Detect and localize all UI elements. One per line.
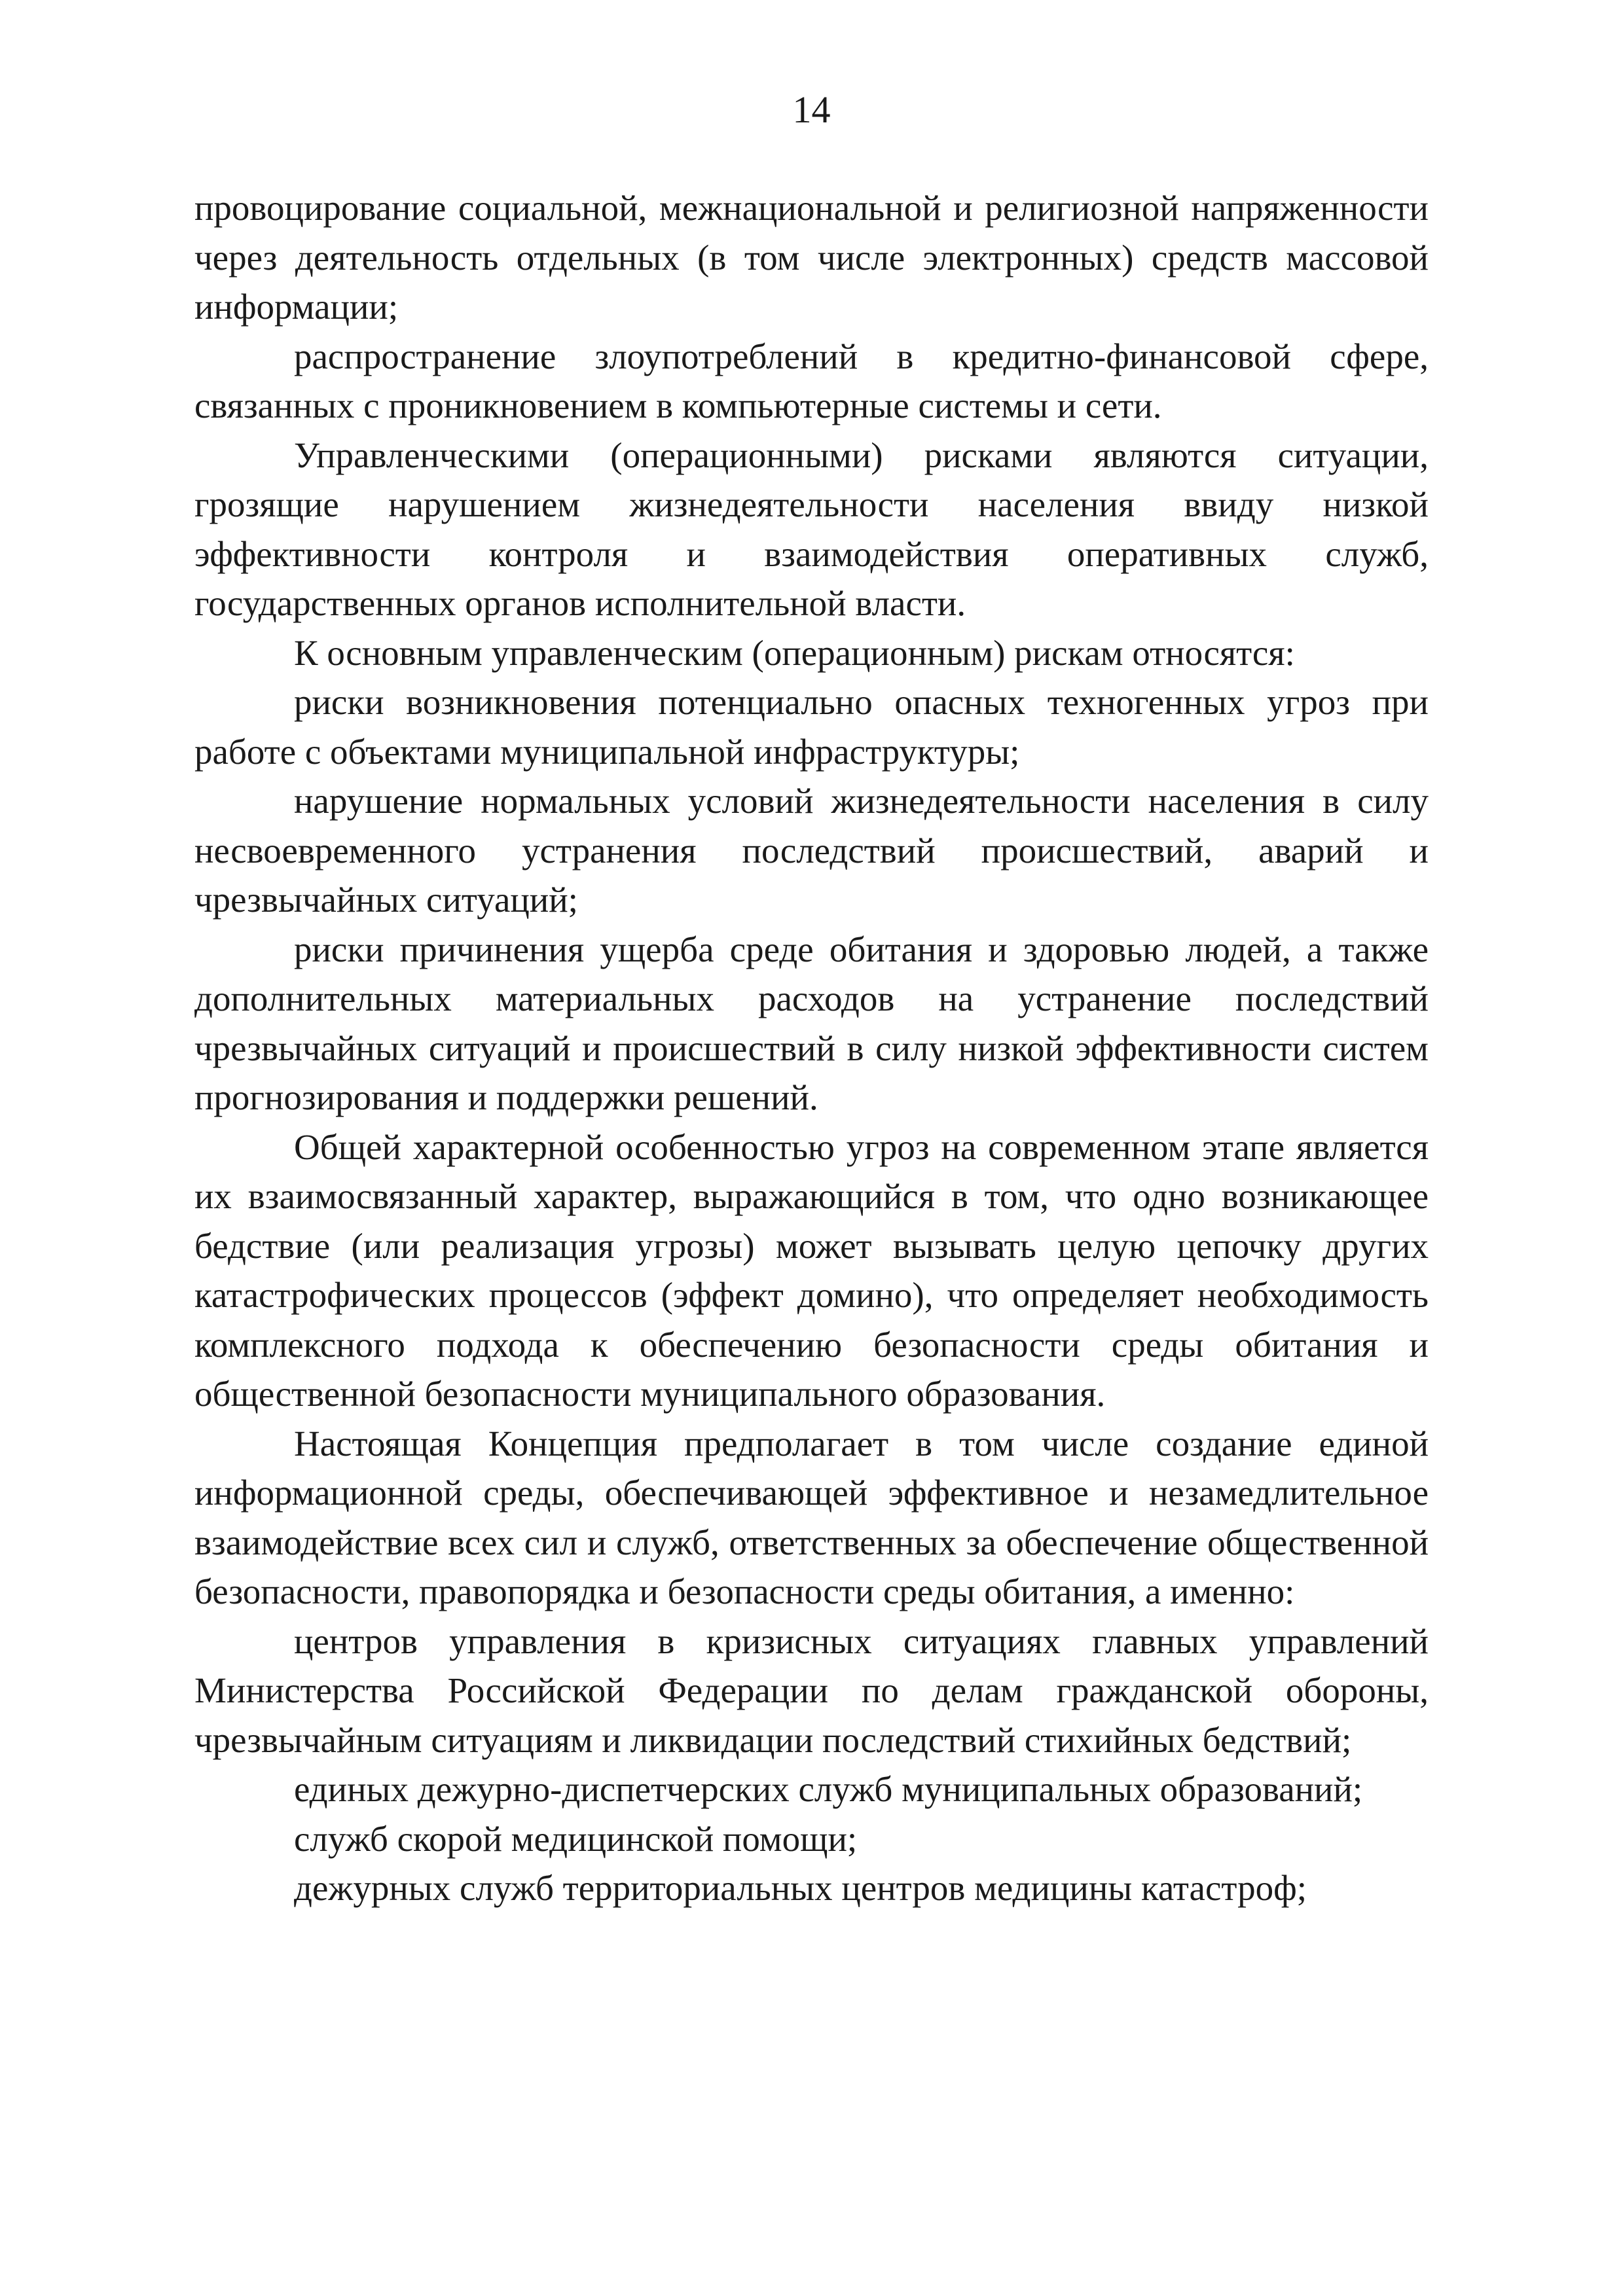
paragraph-12: служб скорой медицинской помощи; <box>294 1818 858 1859</box>
paragraph-10: центров управления в кризисных ситуациях главных управлений Министерства Российской Федерации по делам гражданской обороны, чрезвычайным ситуациям и ликвидации последствий стихийных бедствий; <box>194 1621 1429 1760</box>
paragraph-6: нарушение нормальных условий жизнедеятельности населения в силу несвоевременного устранения последствий происшествий, аварий и чрезвычайных ситуаций; <box>194 781 1429 920</box>
paragraph-7: риски причинения ущерба среде обитания и здоровью людей, а также дополнительных материальных расходов на устранение последствий чрезвычайных ситуаций и происшествий в силу низкой эффективности систем прогнозирования и поддержки решений. <box>194 929 1429 1117</box>
paragraph-2: распространение злоупотреблений в кредитно-финансовой сфере, связанных с проникновением в компьютерные системы и сети. <box>194 336 1429 425</box>
paragraph-9: Настоящая Концепция предполагает в том числе создание единой информационной среды, обеспечивающей эффективное и незамедлительное взаимодействие всех сил и служб, ответственных за обеспечение общественной безопасности, правопорядка и безопасности среды обитания, а именно: <box>194 1423 1429 1611</box>
paragraph-4: К основным управленческим (операционным) рискам относятся: <box>294 632 1295 673</box>
paragraph-8: Общей характерной особенностью угроз на современном этапе является их взаимосвязанный характер, выражающийся в том, что одно возникающее бедствие (или реализация угрозы) может вызывать целую цепочку других катастрофических процессов (эффект домино), что определяет необходимость комплексного подхода к обеспечению безопасности среды обитания и общественной безопасности муниципального образования. <box>194 1126 1429 1414</box>
document-body <box>194 183 1429 1913</box>
paragraph-5: риски возникновения потенциально опасных техногенных угроз при работе с объектами муниципальной инфраструктуры; <box>194 682 1429 772</box>
paragraph-13: дежурных служб территориальных центров медицины катастроф; <box>294 1868 1307 1908</box>
paragraph-11: единых дежурно-диспетчерских служб муниципальных образований; <box>294 1769 1363 1809</box>
paragraph-1: провоцирование социальной, межнациональной и религиозной напряженности через деятельность отдельных (в том числе электронных) средств массовой информации; <box>194 188 1429 327</box>
page-number: 14 <box>792 88 831 131</box>
paragraph-3: Управленческими (операционными) рисками являются ситуации, грозящие нарушением жизнедеятельности населения ввиду низкой эффективности контроля и взаимодействия оперативных служб, государственных органов исполнительной власти. <box>194 435 1429 623</box>
